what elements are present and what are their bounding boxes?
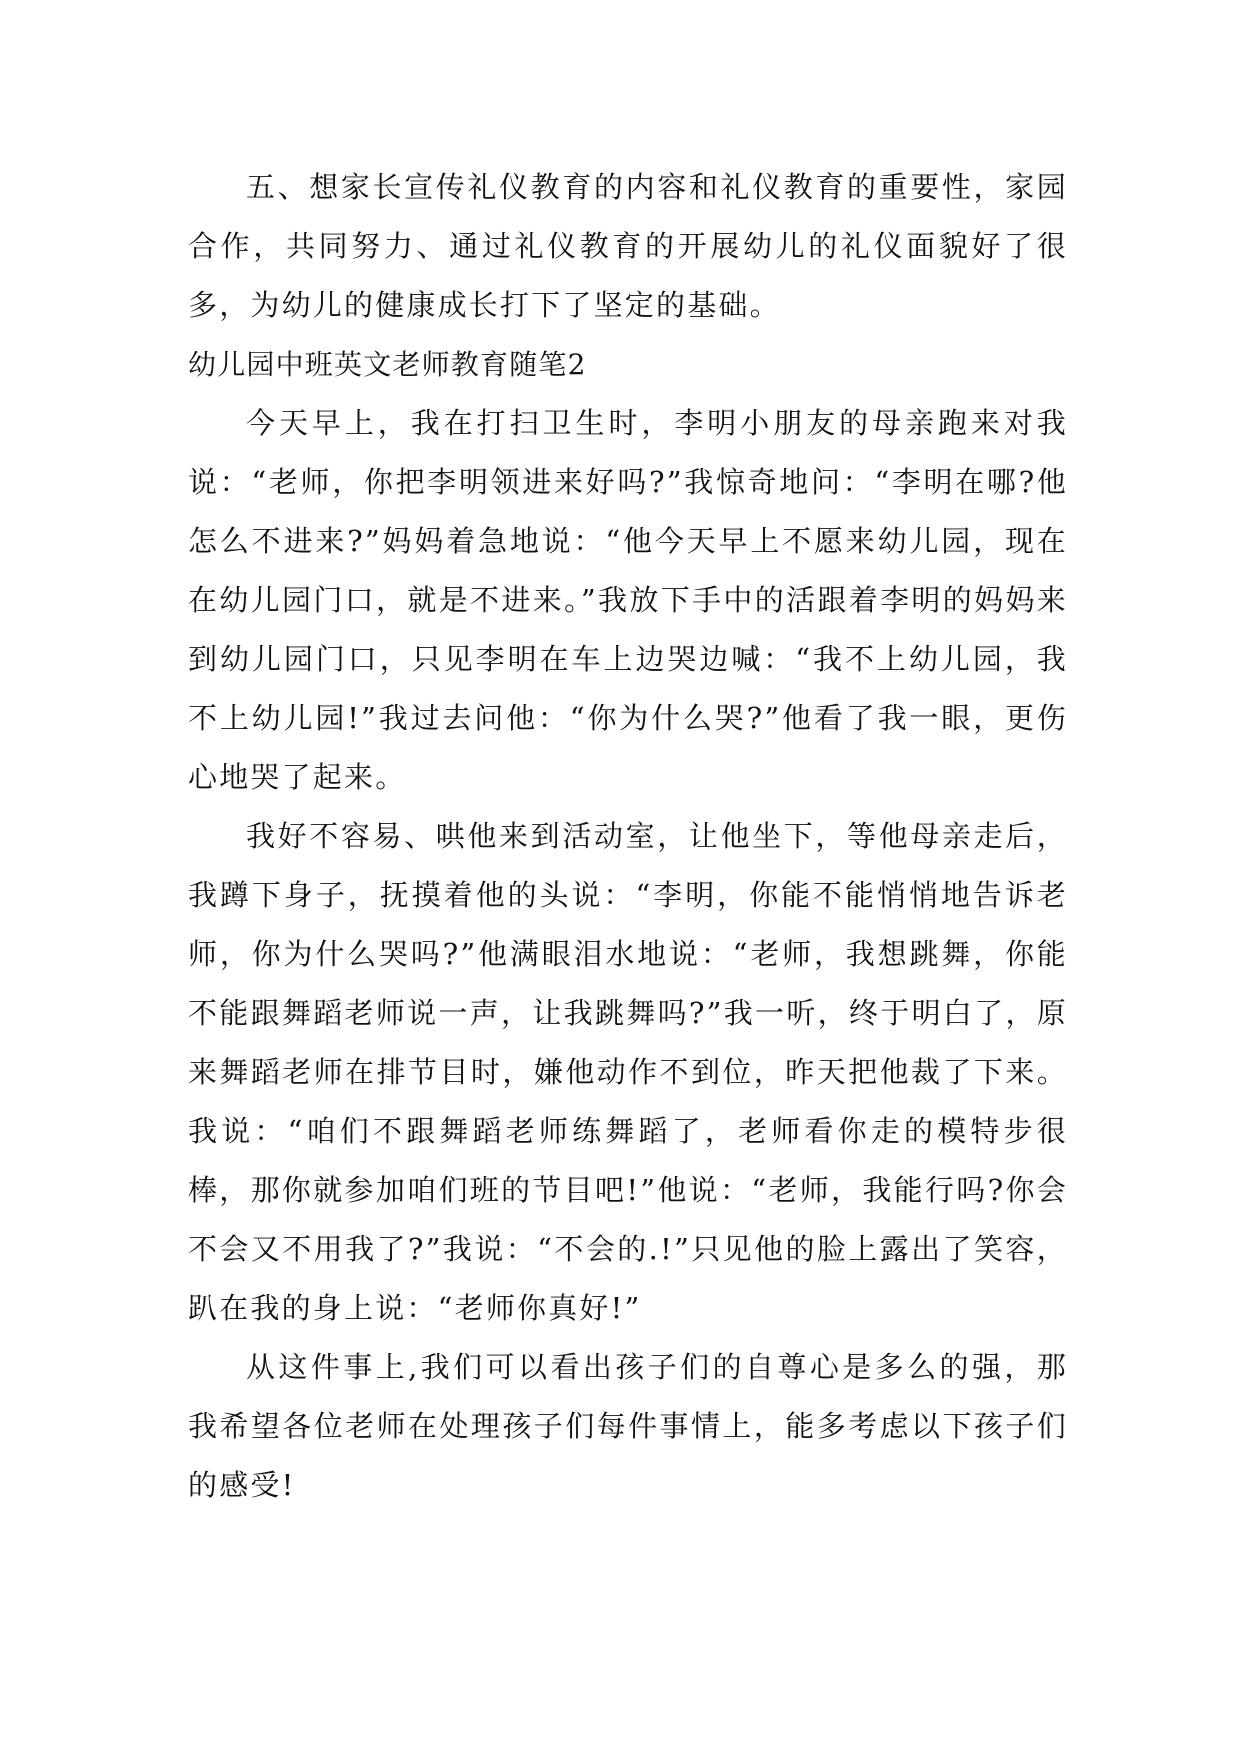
paragraph: 五、想家长宣传礼仪教育的内容和礼仪教育的重要性，家园合作，共同努力、通过礼仪教育的开展幼儿的礼仪面貌好了很多，为幼儿的健康成长打下了坚定的基础。 <box>188 170 1068 322</box>
section-heading: 幼儿园中班英文老师教育随笔2 <box>188 348 587 381</box>
document-body <box>188 158 1068 1515</box>
paragraph: 我好不容易、哄他来到活动室，让他坐下，等他母亲走后，我蹲下身子，抚摸着他的头说：“李明，你能不能悄悄地告诉老师，你为什么哭吗?”他满眼泪水地说：“老师，我想跳舞，你能不能跟舞蹈老师说一声，让我跳舞吗?”我一听，终于明白了，原来舞蹈老师在排节目时，嫌他动作不到位，昨天把他裁了下来。我说：“咱们不跟舞蹈老师练舞蹈了，老师看你走的模特步很棒，那你就参加咱们班的节目吧!”他说：“老师，我能行吗?你会不会又不用我了?”我说：“不会的.!”只见他的脸上露出了笑容，趴在我的身上说：“老师你真好!” <box>188 819 1068 1325</box>
paragraph: 今天早上，我在打扫卫生时，李明小朋友的母亲跑来对我说：“老师，你把李明领进来好吗?”我惊奇地问：“李明在哪?他怎么不进来?”妈妈着急地说：“他今天早上不愿来幼儿园，现在在幼儿园门口，就是不进来。”我放下手中的活跟着李明的妈妈来到幼儿园门口，只见李明在车上边哭边喊：“我不上幼儿园，我不上幼儿园!”我过去问他：“你为什么哭?”他看了我一眼，更伤心地哭了起来。 <box>188 406 1068 794</box>
paragraph: 从这件事上,我们可以看出孩子们的自尊心是多么的强，那我希望各位老师在处理孩子们每件事情上，能多考虑以下孩子们的感受! <box>188 1350 1068 1502</box>
